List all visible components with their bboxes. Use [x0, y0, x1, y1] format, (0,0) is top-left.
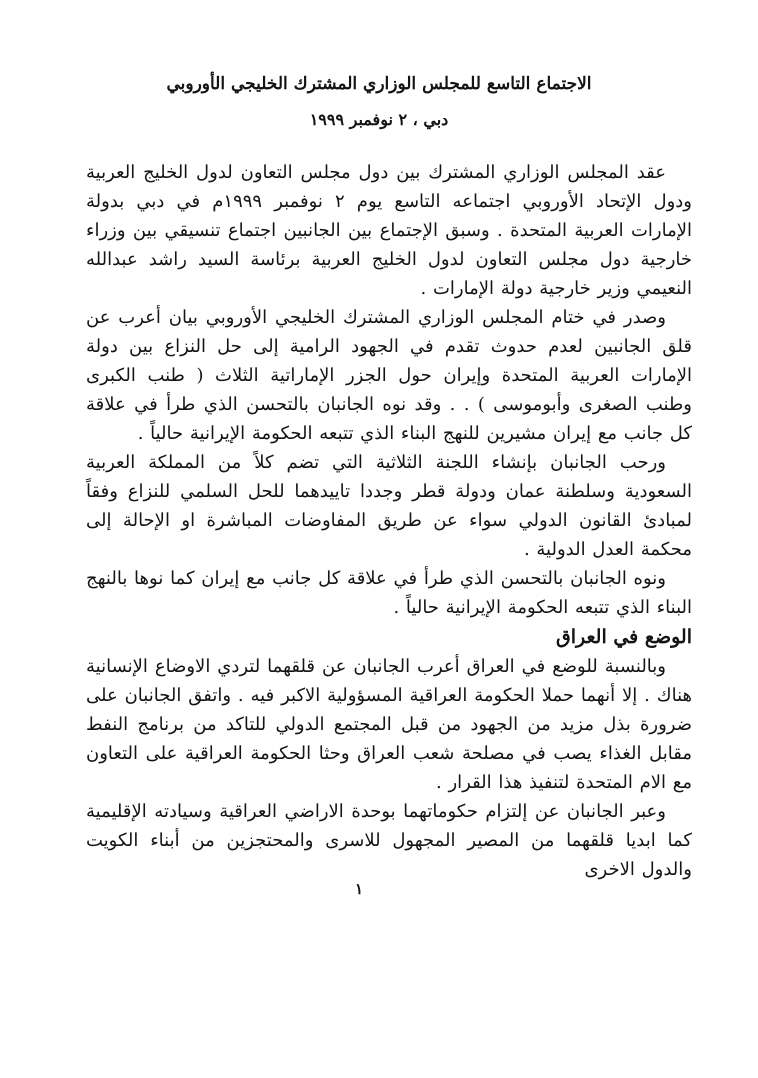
- paragraph-gcc-eu-meeting: عقد المجلس الوزاري المشترك بين دول مجلس التعاون لدول الخليج العربية ودول الإتحاد الأوروبي اجتماعه التاسع يوم ٢ نوفمبر ١٩٩٩م في دبي بدولة الإمارات العربية المتحدة . وسبق الإجتماع بين الجانبين اجتماع تنسيقي بين وزراء خارجية دول مجلس التعاون لدول الخليج العربية برئاسة السيد راشد عبدالله النعيمي وزير خارجية دولة الإمارات .: [86, 162, 693, 299]
- paragraph-tripartite-committee: ورحب الجانبان بإنشاء اللجنة الثلاثية التي تضم كلاً من المملكة العربية السعودية وسلطنة عمان ودولة قطر وجددا تاييدهما للحل السلمي للنزاع وفقاً لمبادئ القانون الدولي سواء عن طريق المفاوضات المباشرة او الإحالة إلى محكمة العدل الدولية .: [86, 452, 692, 560]
- document-header: [0, 0, 758, 131]
- section-heading-iraq: الوضع في العراق: [555, 626, 692, 648]
- paragraph-iran-relations: ونوه الجانبان بالتحسن الذي طرأ في علاقة كل جانب مع إيران كما نوها بالنهج البناء الذي تتبعه الحكومة الإيرانية حالياً .: [86, 568, 692, 618]
- page-number: ١: [354, 880, 364, 898]
- paragraph-iraq-humanitarian: وبالنسبة للوضع في العراق أعرب الجانبان عن قلقهما لتردي الاوضاع الإنسانية هناك . إلا أنهما حملا الحكومة العراقية المسؤولية الاكبر فيه . واتفق الجانبان على ضرورة بذل مزيد من الجهود من قبل المجتمع الدولي للتاكد من برنامج النفط مقابل الغذاء يصب في مصلحة شعب العراق وحثا الحكومة العراقية على التعاون مع الام المتحدة لتنفيذ هذا القرار .: [86, 656, 692, 793]
- document-body: [86, 158, 692, 884]
- document-subtitle: دبي ، ٢ نوفمبر ١٩٩٩: [309, 110, 449, 129]
- document-title: الاجتماع التاسع للمجلس الوزاري المشترك الخليجي الأوروبي: [166, 74, 592, 94]
- paragraph-islands-dispute: وصدر في ختام المجلس الوزاري المشترك الخليجي الأوروبي بيان أعرب عن قلق الجانبين لعدم حدوث تقدم في الجهود الرامية إلى حل النزاع بين دولة الإمارات العربية المتحدة وإيران حول الجزر الإماراتية الثلاث ( طنب الكبرى وطنب الصغرى وأبوموسى ) . . وقد نوه الجانبان بالتحسن الذي طرأ في علاقة كل جانب مع إيران مشيرين للنهج البناء الذي تتبعه الحكومة الإيرانية حالياً .: [86, 307, 692, 444]
- paragraph-iraq-sovereignty: وعبر الجانبان عن إلتزام حكوماتهما بوحدة الاراضي العراقية وسيادته الإقليمية كما ابديا قلقهما من المصير المجهول للاسرى والمحتجزين من أبناء الكويت والدول الاخرى: [86, 801, 692, 880]
